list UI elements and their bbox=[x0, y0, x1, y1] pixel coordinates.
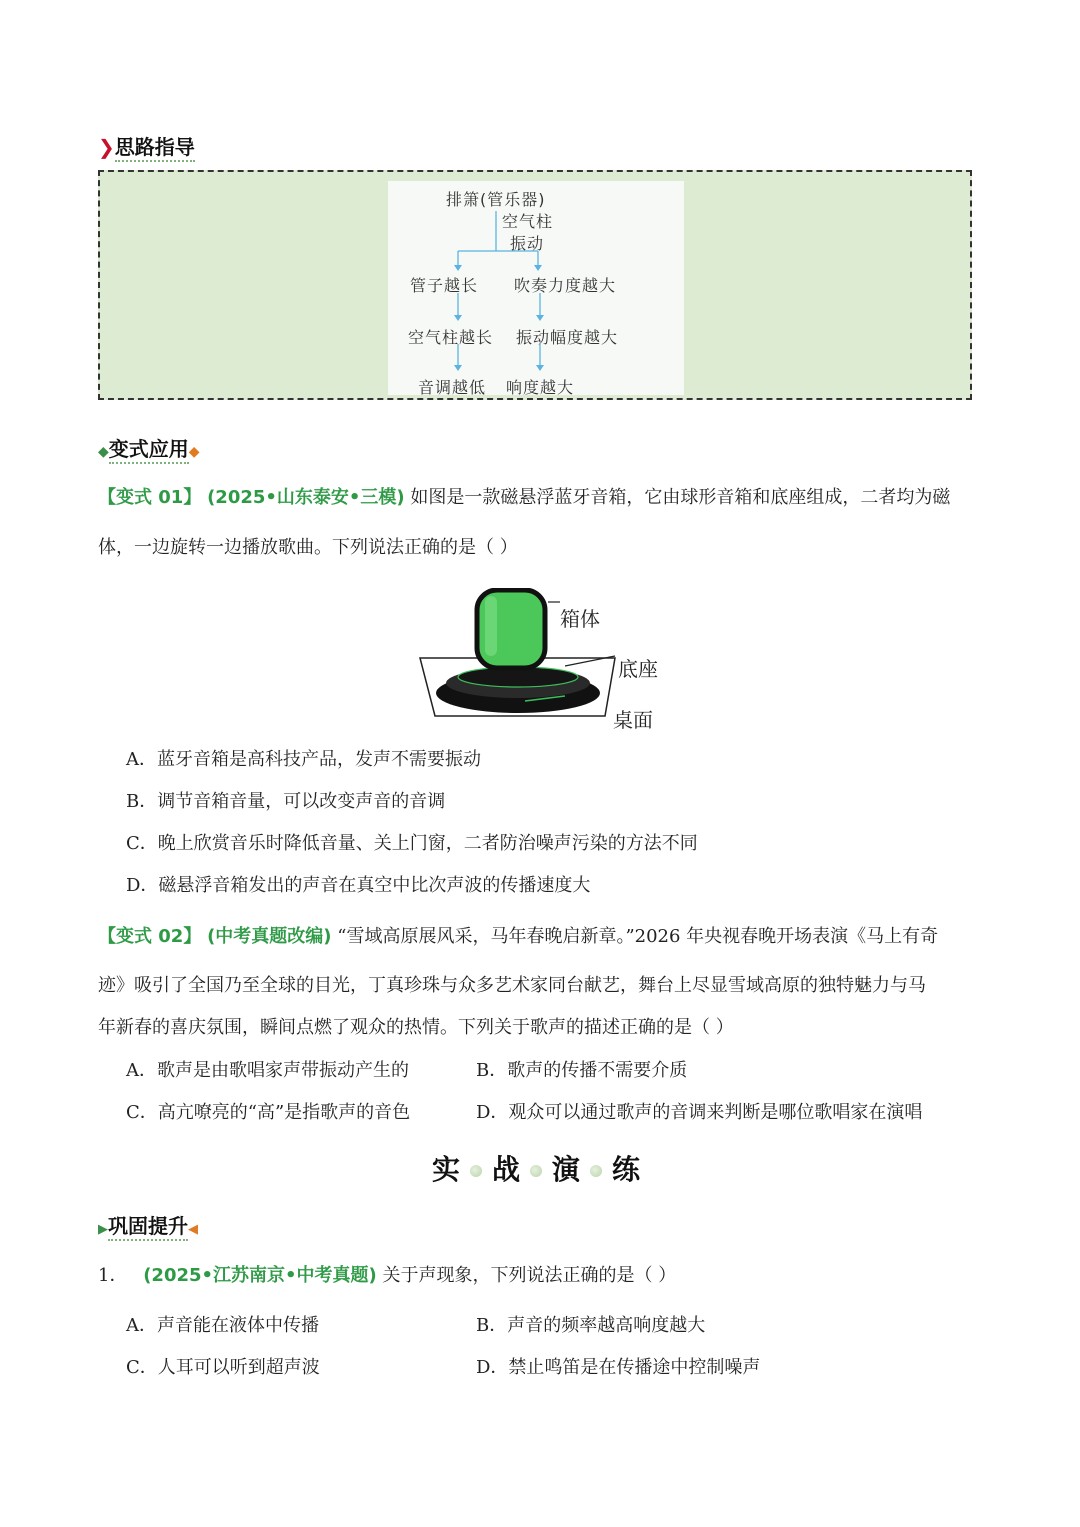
banner-char-2: 战 bbox=[492, 1153, 521, 1186]
dot-icon bbox=[470, 1165, 482, 1177]
chevron-right-icon: ❯ bbox=[98, 135, 115, 159]
practice-banner bbox=[432, 1148, 640, 1188]
guide-diagram bbox=[388, 181, 684, 395]
variant02-option-d: D．观众可以通过歌声的音调来判断是哪位歌唱家在演唱 bbox=[476, 1102, 923, 1123]
variant01-line1 bbox=[98, 489, 950, 507]
diagram-left1: 管子越长 bbox=[410, 276, 479, 295]
variant01-option-b: B．调节音箱音量，可以改变声音的音调 bbox=[126, 791, 446, 812]
variant01-option-d: D．磁悬浮音箱发出的声音在真空中比次声波的传播速度大 bbox=[126, 875, 591, 896]
practice-q1-number: 1． bbox=[98, 1265, 128, 1286]
variant01-option-a: A．蓝牙音箱是高科技产品，发声不需要振动 bbox=[126, 749, 481, 770]
guide-heading bbox=[98, 131, 195, 160]
practice-title: 巩固提升 bbox=[108, 1214, 188, 1241]
diagram-top2: 空气柱 bbox=[502, 212, 554, 231]
diagram-top1: 排箫(管乐器) bbox=[446, 190, 546, 209]
practice-q1-option-b: B．声音的频率越高响度越大 bbox=[476, 1315, 706, 1336]
practice-q1-source: (2025•江苏南京•中考真题) bbox=[143, 1265, 377, 1286]
variant02-option-a: A．歌声是由歌唱家声带振动产生的 bbox=[126, 1060, 409, 1081]
dot-icon bbox=[590, 1165, 602, 1177]
variant02-stem-line1: “雪域高原展风采，马年春晚启新章。”2026 年央视春晚开场表演《马上有奇 bbox=[337, 926, 939, 947]
triangle-left-icon: ◀ bbox=[188, 1222, 198, 1237]
practice-heading bbox=[98, 1210, 198, 1239]
banner-char-4: 练 bbox=[612, 1153, 641, 1186]
variant01-source: (2025•山东泰安•三模) bbox=[207, 487, 405, 508]
banner-char-3: 演 bbox=[552, 1153, 581, 1186]
variant-title: 变式应用 bbox=[109, 437, 189, 464]
practice-q1-option-c: C．人耳可以听到超声波 bbox=[126, 1357, 320, 1378]
variant01-tag: 【变式 01】 bbox=[98, 487, 202, 508]
practice-q1-stem: 关于声现象，下列说法正确的是（ ） bbox=[382, 1265, 677, 1286]
practice-q1-option-d: D．禁止鸣笛是在传播途中控制噪声 bbox=[476, 1357, 761, 1378]
variant02-stem-line2: 迹》吸引了全国乃至全球的目光，丁真珍珠与众多艺术家同台献艺，舞台上尽显雪域高原的独特魅力与马 bbox=[98, 975, 926, 996]
dot-icon bbox=[530, 1165, 542, 1177]
triangle-right-icon: ▶ bbox=[98, 1222, 108, 1237]
diagram-left2: 空气柱越长 bbox=[408, 328, 494, 347]
practice-q1-option-a: A．声音能在液体中传播 bbox=[126, 1315, 319, 1336]
diagram-right2: 振动幅度越大 bbox=[516, 328, 619, 347]
diagram-left3: 音调越低 bbox=[418, 378, 487, 397]
label-box: 箱体 bbox=[560, 607, 600, 631]
diagram-right1: 吹奏力度越大 bbox=[514, 276, 617, 295]
variant01-stem-line1: 如图是一款磁悬浮蓝牙音箱，它由球形音箱和底座组成，二者均为磁 bbox=[410, 487, 951, 508]
diagram-right3: 响度越大 bbox=[506, 378, 575, 397]
variant02-option-c: C．高亢嘹亮的“高”是指歌声的音色 bbox=[126, 1102, 411, 1123]
diagram-top3: 振动 bbox=[510, 234, 545, 253]
practice-q1-line bbox=[98, 1267, 676, 1285]
label-base: 底座 bbox=[618, 657, 658, 681]
diamond-icon: ◆ bbox=[98, 444, 109, 460]
guide-title: 思路指导 bbox=[115, 135, 195, 162]
variant02-source: (中考真题改编) bbox=[207, 926, 332, 947]
variant02-stem-line3: 年新春的喜庆氛围，瞬间点燃了观众的热情。下列关于歌声的描述正确的是（ ） bbox=[98, 1017, 734, 1038]
variant02-line1 bbox=[98, 928, 938, 946]
banner-char-1: 实 bbox=[432, 1153, 461, 1186]
variant02-tag: 【变式 02】 bbox=[98, 926, 202, 947]
variant01-stem-line2: 体，一边旋转一边播放歌曲。下列说法正确的是（ ） bbox=[98, 537, 518, 558]
variant02-option-b: B．歌声的传播不需要介质 bbox=[476, 1060, 688, 1081]
variant01-option-c: C．晚上欣赏音乐时降低音量、关上门窗，二者防治噪声污染的方法不同 bbox=[126, 833, 698, 854]
label-table: 桌面 bbox=[613, 708, 653, 732]
diamond-icon: ◆ bbox=[188, 444, 200, 460]
variant-heading bbox=[98, 433, 200, 462]
